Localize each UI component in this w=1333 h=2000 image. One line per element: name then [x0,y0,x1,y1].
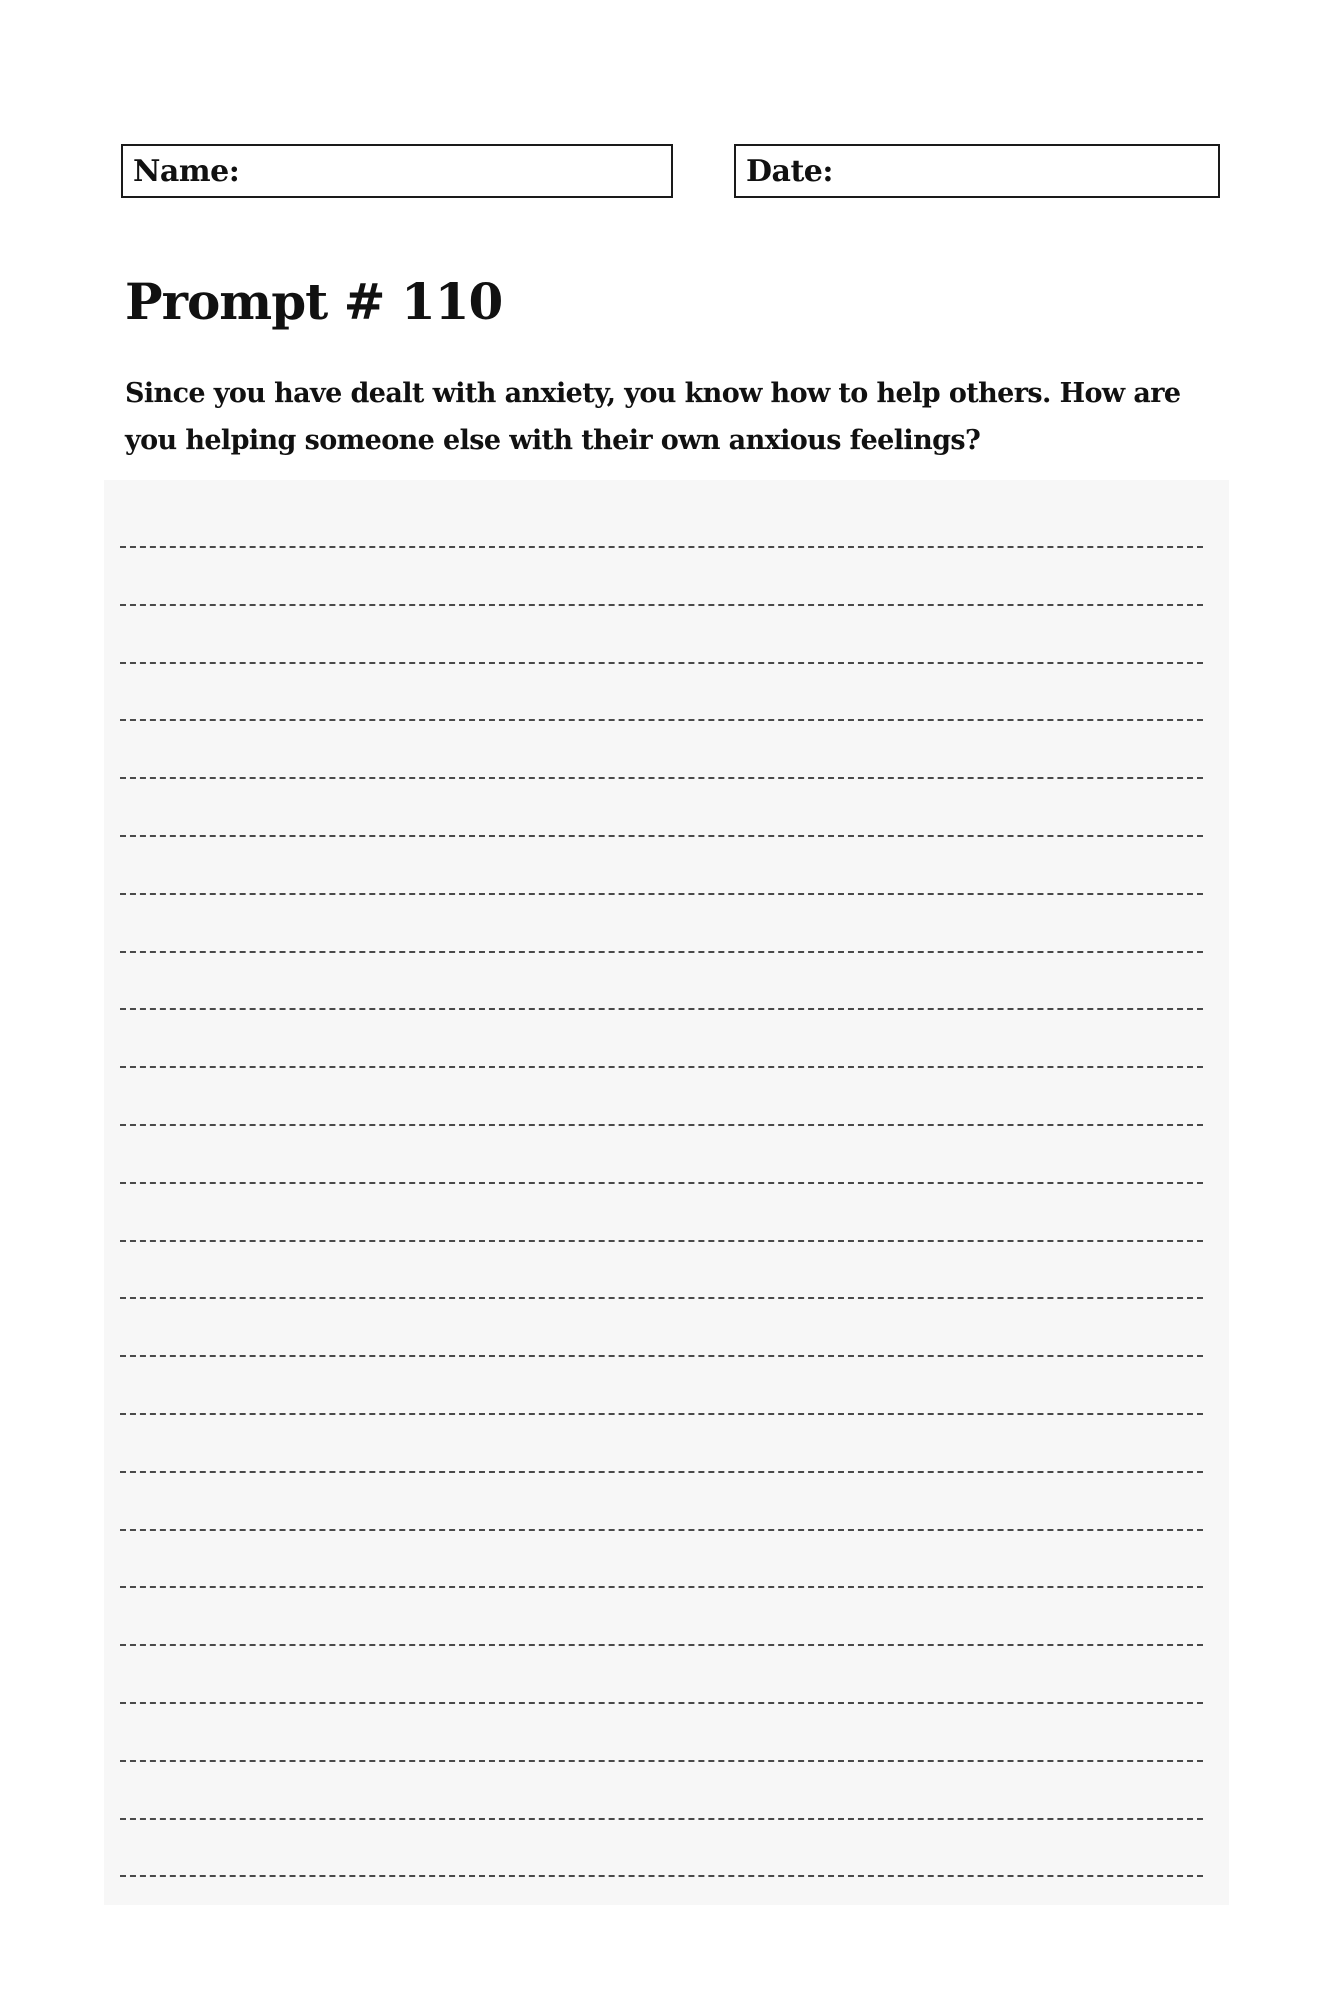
writing-line [120,719,1203,721]
writing-line [120,1644,1203,1646]
writing-line [120,1240,1203,1242]
prompt-title: Prompt # 110 [125,272,503,331]
writing-line [120,1471,1203,1473]
writing-line [120,1008,1203,1010]
name-field[interactable] [121,144,673,198]
writing-line [120,1529,1203,1531]
writing-line [120,777,1203,779]
writing-line [120,1875,1203,1877]
writing-line [120,546,1203,548]
writing-line [120,1297,1203,1299]
writing-line [120,835,1203,837]
date-field[interactable] [734,144,1220,198]
writing-line [120,604,1203,606]
writing-line [120,1355,1203,1357]
writing-area[interactable] [104,480,1229,1905]
prompt-text: Since you have dealt with anxiety, you know how to help others. How are you helping someone else with their own anxious feelings? [125,378,1181,456]
writing-line [120,662,1203,664]
writing-line [120,1066,1203,1068]
writing-line [120,1586,1203,1588]
writing-line [120,1182,1203,1184]
writing-line [120,893,1203,895]
writing-lines [120,480,1203,1905]
writing-line [120,1818,1203,1820]
writing-line [120,1702,1203,1704]
writing-line [120,951,1203,953]
date-label: Date: [746,153,833,189]
writing-line [120,1413,1203,1415]
writing-line [120,1124,1203,1126]
name-label: Name: [133,153,240,189]
writing-line [120,1760,1203,1762]
